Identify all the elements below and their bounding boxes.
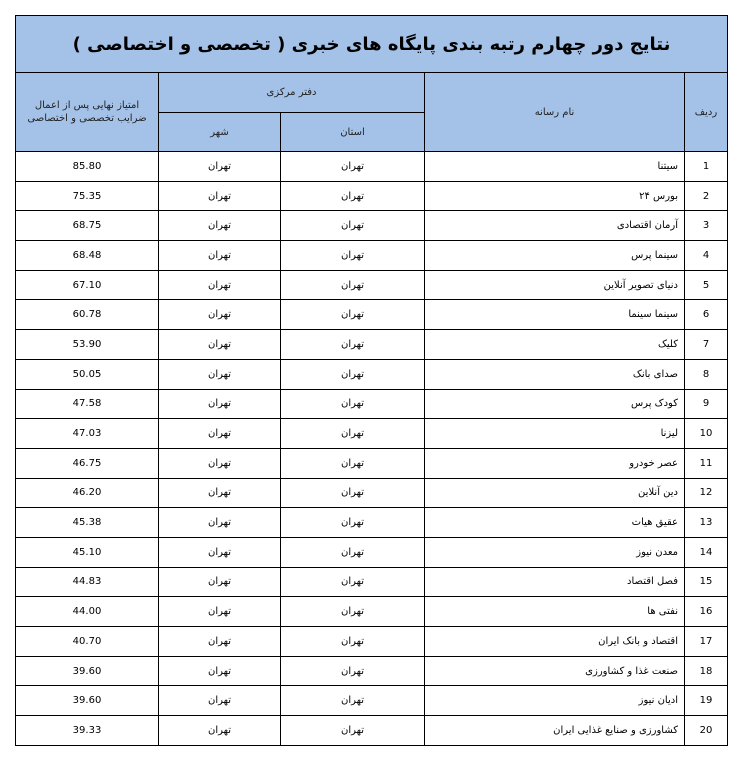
province-cell: تهران: [281, 389, 425, 419]
score-cell: 39.60: [16, 656, 159, 686]
rank-cell: 9: [685, 389, 728, 419]
ranking-sheet: [15, 15, 727, 746]
media-name-cell: لیزنا: [425, 419, 685, 449]
rank-cell: 19: [685, 686, 728, 716]
rank-cell: 12: [685, 478, 728, 508]
rank-cell: 15: [685, 567, 728, 597]
rank-cell: 14: [685, 537, 728, 567]
header-rank: ردیف: [685, 73, 728, 152]
table-row: [16, 627, 728, 657]
media-name-cell: ادیان نیوز: [425, 686, 685, 716]
media-name-cell: عصر خودرو: [425, 448, 685, 478]
rank-cell: 13: [685, 508, 728, 538]
province-cell: تهران: [281, 478, 425, 508]
province-cell: تهران: [281, 448, 425, 478]
province-cell: تهران: [281, 627, 425, 657]
media-name-cell: اقتصاد و بانک ایران: [425, 627, 685, 657]
table-row: [16, 300, 728, 330]
rank-cell: 7: [685, 330, 728, 360]
province-cell: تهران: [281, 686, 425, 716]
score-cell: 68.75: [16, 211, 159, 241]
city-cell: تهران: [159, 448, 281, 478]
media-name-cell: نفتی ها: [425, 597, 685, 627]
table-row: [16, 716, 728, 746]
media-name-cell: آرمان اقتصادی: [425, 211, 685, 241]
table-row: [16, 359, 728, 389]
score-cell: 68.48: [16, 241, 159, 271]
table-row: [16, 241, 728, 271]
score-cell: 45.10: [16, 537, 159, 567]
score-cell: 39.33: [16, 716, 159, 746]
city-cell: تهران: [159, 241, 281, 271]
province-cell: تهران: [281, 597, 425, 627]
media-name-cell: صنعت غذا و کشاورزی: [425, 656, 685, 686]
city-cell: تهران: [159, 359, 281, 389]
province-cell: تهران: [281, 300, 425, 330]
media-name-cell: سینما سینما: [425, 300, 685, 330]
media-name-cell: کشاورزی و صنایع غذایی ایران: [425, 716, 685, 746]
table-row: [16, 597, 728, 627]
media-name-cell: عقیق هیات: [425, 508, 685, 538]
score-cell: 50.05: [16, 359, 159, 389]
score-cell: 47.58: [16, 389, 159, 419]
table-row: [16, 478, 728, 508]
city-cell: تهران: [159, 181, 281, 211]
province-cell: تهران: [281, 181, 425, 211]
city-cell: تهران: [159, 716, 281, 746]
table-row: [16, 419, 728, 449]
header-city: شهر: [159, 113, 281, 152]
province-cell: تهران: [281, 419, 425, 449]
city-cell: تهران: [159, 686, 281, 716]
table-row: [16, 211, 728, 241]
header-office: دفتر مرکزی: [159, 73, 425, 113]
rank-cell: 5: [685, 270, 728, 300]
score-cell: 46.75: [16, 448, 159, 478]
header-media-name: نام رسانه: [425, 73, 685, 152]
media-name-cell: بورس ۲۴: [425, 181, 685, 211]
province-cell: تهران: [281, 537, 425, 567]
city-cell: تهران: [159, 597, 281, 627]
rank-cell: 2: [685, 181, 728, 211]
province-cell: تهران: [281, 211, 425, 241]
rank-cell: 10: [685, 419, 728, 449]
city-cell: تهران: [159, 211, 281, 241]
city-cell: تهران: [159, 567, 281, 597]
media-name-cell: کلیک: [425, 330, 685, 360]
city-cell: تهران: [159, 627, 281, 657]
score-cell: 40.70: [16, 627, 159, 657]
page-title: نتایج دور چهارم رتبه بندی پایگاه های خبری ( تخصصی و اختصاصی ): [16, 16, 728, 73]
score-cell: 46.20: [16, 478, 159, 508]
header-province: استان: [281, 113, 425, 152]
media-name-cell: دنیای تصویر آنلاین: [425, 270, 685, 300]
score-cell: 60.78: [16, 300, 159, 330]
province-cell: تهران: [281, 330, 425, 360]
score-cell: 67.10: [16, 270, 159, 300]
score-cell: 44.00: [16, 597, 159, 627]
province-cell: تهران: [281, 359, 425, 389]
score-cell: 39.60: [16, 686, 159, 716]
rank-cell: 16: [685, 597, 728, 627]
table-row: [16, 330, 728, 360]
media-name-cell: صدای بانک: [425, 359, 685, 389]
media-name-cell: معدن نیوز: [425, 537, 685, 567]
score-cell: 85.80: [16, 152, 159, 182]
rank-cell: 20: [685, 716, 728, 746]
province-cell: تهران: [281, 241, 425, 271]
city-cell: تهران: [159, 330, 281, 360]
rank-cell: 1: [685, 152, 728, 182]
table-row: [16, 656, 728, 686]
rank-cell: 11: [685, 448, 728, 478]
city-cell: تهران: [159, 508, 281, 538]
score-cell: 44.83: [16, 567, 159, 597]
city-cell: تهران: [159, 656, 281, 686]
ranking-table: [15, 15, 728, 746]
rank-cell: 18: [685, 656, 728, 686]
city-cell: تهران: [159, 300, 281, 330]
media-name-cell: کودک پرس: [425, 389, 685, 419]
table-row: [16, 270, 728, 300]
score-cell: 45.38: [16, 508, 159, 538]
province-cell: تهران: [281, 656, 425, 686]
city-cell: تهران: [159, 389, 281, 419]
city-cell: تهران: [159, 270, 281, 300]
province-cell: تهران: [281, 716, 425, 746]
table-row: [16, 567, 728, 597]
city-cell: تهران: [159, 478, 281, 508]
media-name-cell: سینما پرس: [425, 241, 685, 271]
province-cell: تهران: [281, 508, 425, 538]
media-name-cell: سیتنا: [425, 152, 685, 182]
header-score: امتیاز نهایی پس از اعمال ضرایب تخصصی و اختصاصی: [16, 73, 159, 152]
rank-cell: 3: [685, 211, 728, 241]
province-cell: تهران: [281, 567, 425, 597]
media-name-cell: دین آنلاین: [425, 478, 685, 508]
rank-cell: 8: [685, 359, 728, 389]
table-row: [16, 152, 728, 182]
table-row: [16, 389, 728, 419]
city-cell: تهران: [159, 152, 281, 182]
province-cell: تهران: [281, 270, 425, 300]
table-row: [16, 537, 728, 567]
table-row: [16, 508, 728, 538]
rank-cell: 6: [685, 300, 728, 330]
table-row: [16, 181, 728, 211]
rank-cell: 4: [685, 241, 728, 271]
city-cell: تهران: [159, 537, 281, 567]
score-cell: 75.35: [16, 181, 159, 211]
province-cell: تهران: [281, 152, 425, 182]
table-row: [16, 686, 728, 716]
score-cell: 53.90: [16, 330, 159, 360]
media-name-cell: فصل اقتصاد: [425, 567, 685, 597]
table-row: [16, 448, 728, 478]
score-cell: 47.03: [16, 419, 159, 449]
rank-cell: 17: [685, 627, 728, 657]
city-cell: تهران: [159, 419, 281, 449]
